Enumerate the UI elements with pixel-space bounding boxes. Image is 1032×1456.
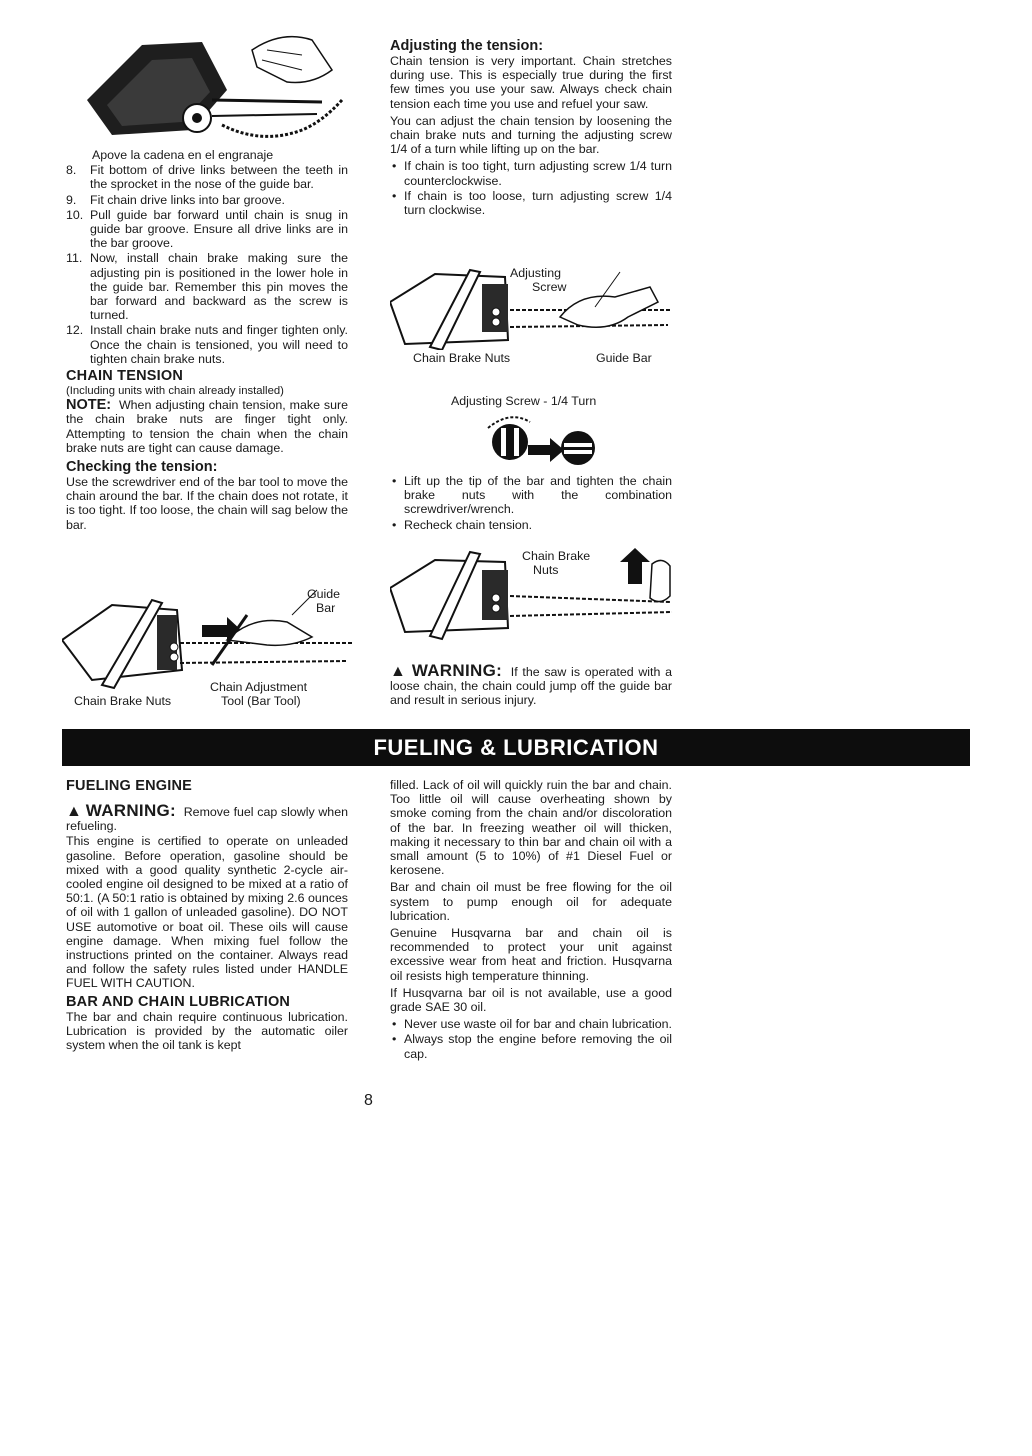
note-text: When adjusting chain tension, make sure the chain brake nuts are finger tight only. Attempting to tension the chain when the chain brake nuts are tight can cause damage. [66,398,348,455]
lubrication-paragraph-1: The bar and chain require continuous lubrication. Lubrication is provided by the automatic oiler system when the oil tank is kept [66,1009,348,1053]
list-item: 10. Pull guide bar forward until chain is snug in guide bar groove. Ensure all drive links are in the bar groove. [66,207,348,251]
fueling-column [66,778,348,1055]
lubrication-column [390,778,672,1062]
adjusting-tension-heading: Adjusting the tension: [390,38,544,54]
lubrication-paragraph-3: Bar and chain oil must be free flowing for the oil system to pump enough oil for adequate lubrication. [390,880,672,923]
list-item: 12. Install chain brake nuts and finger tighten only. Once the chain is tensioned, you will need to tighten chain brake nuts. [66,323,348,366]
fig3-label-screw: Screw [532,280,567,294]
adjusting-paragraph-1: Chain tension is very important. Chain stretches during use. This is especially true during the first few times you use your saw. Always check chain tension each time you use and refuel your saw. [390,54,672,111]
lubrication-paragraph-2: filled. Lack of oil will quickly ruin the bar and chain. Too little oil will cause overheating shown by smoke coming from the chain and/or discoloration of the bar. In freezing weather oil will thicken, making it necessary to thin bar and chain oil with a small amount (5 to 10%) of #1 Diesel Fuel or kerosene. [390,778,672,878]
list-item: • Always stop the engine before removing the oil cap. [390,1032,672,1060]
fig3-label-bar: Guide Bar [596,351,652,365]
list-item: • Lift up the tip of the bar and tighten the chain brake nuts with the combination screwdriver/wrench. [390,474,672,517]
warning-paragraph [390,661,672,708]
figure-chain-on-sprocket [82,30,352,146]
warning-label: WARNING: [85,801,177,820]
warning-label: WARNING: [411,661,503,680]
note-paragraph [66,398,348,455]
right-column [390,38,672,218]
lubrication-paragraph-4: Genuine Husqvarna bar and chain oil is recommended to protect your unit against excessive wear from heat and friction. Husqvarna oil resists high temperature thinning. [390,926,672,983]
list-item: • Never use waste oil for bar and chain lubrication. [390,1017,672,1031]
note-label: NOTE: [66,397,112,414]
fig5-label-chain-brake: Chain Brake [522,549,591,563]
fig1-caption: Apove la cadena en el engranaje [92,148,274,162]
list-item: • Recheck chain tension. [390,518,672,532]
fig2-label-guide: Guide [307,587,341,601]
chain-tension-heading: CHAIN TENSION [66,368,183,385]
quarter-turn-icon [480,410,600,468]
list-item: 8. Fit bottom of drive links between the teeth in the sprocket in the nose of the guide bar. [66,163,348,192]
warning-text: If the saw is operated with a loose chain, the chain could jump off the guide bar and result in serious injury. [390,665,672,708]
list-item: 11. Now, install chain brake making sure the adjusting pin is positioned in the lower hole in the guide bar. Remember this pin moves the bar forward and backward as the screw is turned. [66,251,348,323]
list-item: • If chain is too loose, turn adjusting screw 1/4 turn clockwise. [390,189,672,217]
fig3-label-nuts: Chain Brake Nuts [413,351,511,365]
chain-tension-subheading: (Including units with chain already installed) [66,385,284,398]
fig3-label-adjusting: Adjusting [510,266,561,280]
installation-steps [66,163,348,366]
lubrication-paragraph-5: If Husqvarna bar oil is not available, use a good grade SAE 30 oil. [390,985,672,1015]
warning-triangle-icon: ▲ [66,803,83,820]
fig2-label-bar: Bar [316,601,336,615]
fueling-warning [66,801,348,834]
right-column-warning [390,661,672,711]
checking-tension-text: Use the screwdriver end of the bar tool to move the chain around the bar. If the chain does not rotate, it is too tight. If too loose, the chain will sag below the bar. [66,475,348,532]
right-column-middle [390,474,672,533]
warning-triangle-icon: ▲ [390,663,408,680]
adjusting-bullets [390,159,672,217]
fig2-label-tool-2: Tool (Bar Tool) [221,694,301,708]
fueling-engine-heading: FUELING ENGINE [66,778,193,794]
chainsaw-sprocket-illustration [82,30,352,146]
list-item: • If chain is too tight, turn adjusting screw 1/4 turn counterclockwise. [390,159,672,187]
page-number: 8 [364,1092,373,1109]
tighten-bullets [390,474,672,532]
section-banner: FUELING & LUBRICATION [62,729,970,766]
left-column [66,148,348,535]
checking-tension-heading: Checking the tension: [66,459,218,476]
fig2-label-tool-1: Chain Adjustment [210,680,308,694]
fig2-label-nuts: Chain Brake Nuts [74,694,172,708]
warning-text: Remove fuel cap slowly when refueling. [66,805,348,834]
adjusting-paragraph-2: You can adjust the chain tension by loosening the chain brake nuts and turning the adjusting screw 1/4 of a turn while lifting up on the bar. [390,113,672,157]
list-item: 9. Fit chain drive links into bar groove. [66,192,285,207]
fig5-label-nuts: Nuts [533,563,559,577]
fueling-paragraph: This engine is certified to operate on unleaded gasoline. Before operation, gasoline should be mixed with a good quality synthetic 2-cycle air-cooled engine oil designed to be mixed at a ratio of 50:1. (A 50:1 ratio is obtained by mixing 2.6 ounces of oil with 1 gallon of unleaded gasoline). DO NOT USE automotive or boat oil. These oils will cause engine damage. When mixing fuel follow the instructions printed on the container. Always read and follow the safety rules listed under HANDLE FUEL WITH CAUTION. [66,834,348,991]
lubrication-bullets [390,1017,672,1061]
bar-chain-lubrication-heading: BAR AND CHAIN LUBRICATION [66,993,291,1010]
figure-quarter-turn [480,410,600,468]
fig4-caption: Adjusting Screw - 1/4 Turn [451,394,597,408]
